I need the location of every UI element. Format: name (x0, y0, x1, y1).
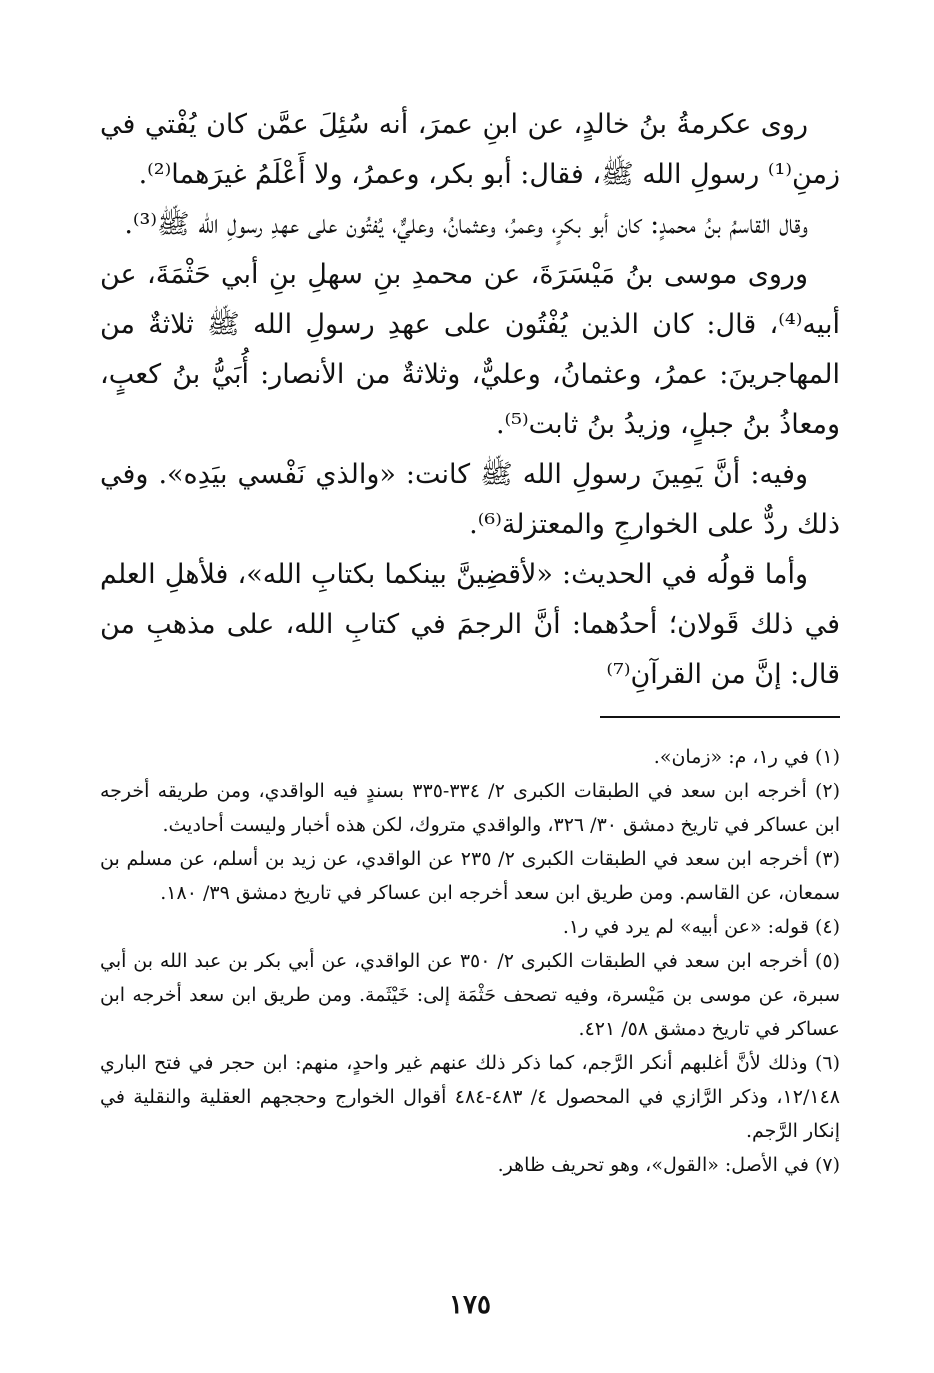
paragraph-1: روى عكرمةُ بنُ خالدٍ، عن ابنِ عمرَ، أنه سُئِلَ عمَّن كان يُفْتي في زمنِ⁽¹⁾ رسولِ الله ﷺ، فقال: أبو بكر، وعمرُ، ولا أَعْلَمُ غيرَهما⁽²⁾. (100, 109, 840, 190)
footnote-5: (٥) أخرجه ابن سعد في الطبقات الكبرى ٢/ ٣٥٠ عن الواقدي، عن أبي بكر بن عبد الله بن أبي سبرة، عن موسى بن مَيْسرة، وفيه تصحف حَثْمَة إلى: خَيْثَمة. ومن طريق ابن سعد أخرجه ابن عساكر في تاريخ دمشق ٥٨/ ٤٢١. (100, 950, 840, 1040)
paragraph-3: وروى موسى بنُ مَيْسَرَةَ، عن محمدِ بنِ سهلِ بنِ أبي حَثْمَةَ، عن أبيه⁽⁴⁾، قال: كان الذين يُفْتُون على عهدِ رسولِ الله ﷺ ثلاثةٌ من المهاجرينَ: عمرُ، وعثمانُ، وعليٌّ، وثلاثةٌ من الأنصار: أُبَيُّ بنُ كعبٍ، ومعاذُ بنُ جبلٍ، وزيدُ بنُ ثابت⁽⁵⁾. (100, 259, 840, 440)
footnote-7: (٧) في الأصل: «القول»، وهو تحريف ظاهر. (497, 1154, 840, 1176)
paragraph-2: وقال القاسمُ بنُ محمدٍ: كان أبو بكرٍ، وعمرُ، وعثمانُ، وعليٌّ، يُفتُون على عهدِ رسولِ الله ﷺ⁽³⁾. (124, 209, 808, 240)
page-number: ١٧٥ (449, 1290, 491, 1320)
paragraph-4: وفيه: أنَّ يَمِينَ رسولِ الله ﷺ كانت: «والذي نَفْسي بيَدِه». وفي ذلك ردٌّ على الخوارجِ والمعتزلة⁽⁶⁾. (100, 459, 840, 540)
main-text (100, 100, 840, 700)
footnote-4: (٤) قوله: «عن أبيه» لم يرد في ر١. (562, 916, 840, 938)
book-page (100, 100, 840, 1340)
footnotes (100, 740, 840, 1182)
footnote-2: (٢) أخرجه ابن سعد في الطبقات الكبرى ٢/ ٣٣٤-٣٣٥ بسندٍ فيه الواقدي، ومن طريقه أخرجه ابن عساكر في تاريخ دمشق ٣٠/ ٣٢٦، والواقدي متروك، لكن هذه أخبار وليست أحاديث. (100, 780, 840, 836)
footnote-3: (٣) أخرجه ابن سعد في الطبقات الكبرى ٢/ ٢٣٥ عن الواقدي، عن زيد بن أسلم، عن مسلم بن سمعان، عن القاسم. ومن طريق ابن سعد أخرجه ابن عساكر في تاريخ دمشق ٣٩/ ١٨٠. (100, 848, 840, 904)
footnote-1: (١) في ر١، م: «زمان». (653, 746, 840, 768)
footnote-6: (٦) وذلك لأنَّ أغلبهم أنكر الرَّجم، كما ذكر ذلك عنهم غير واحدٍ، منهم: ابن حجر في فتح الباري ١٢/١٤٨، وذكر الرَّازي في المحصول ٤/ ٤٨٣-٤٨٤ أقوال الخوارج وحججهم العقلية والنقلية في إنكار الرَّجم. (100, 1052, 840, 1142)
paragraph-5: وأما قولُه في الحديث: «لأقضِينَّ بينكما بكتابِ الله»، فلأهلِ العلم في ذلك قَولان؛ أحدُهما: أنَّ الرجمَ في كتابِ الله، على مذهبِ من قال: إنَّ من القرآنِ⁽⁷⁾ (100, 559, 840, 690)
footnote-separator (600, 716, 840, 718)
